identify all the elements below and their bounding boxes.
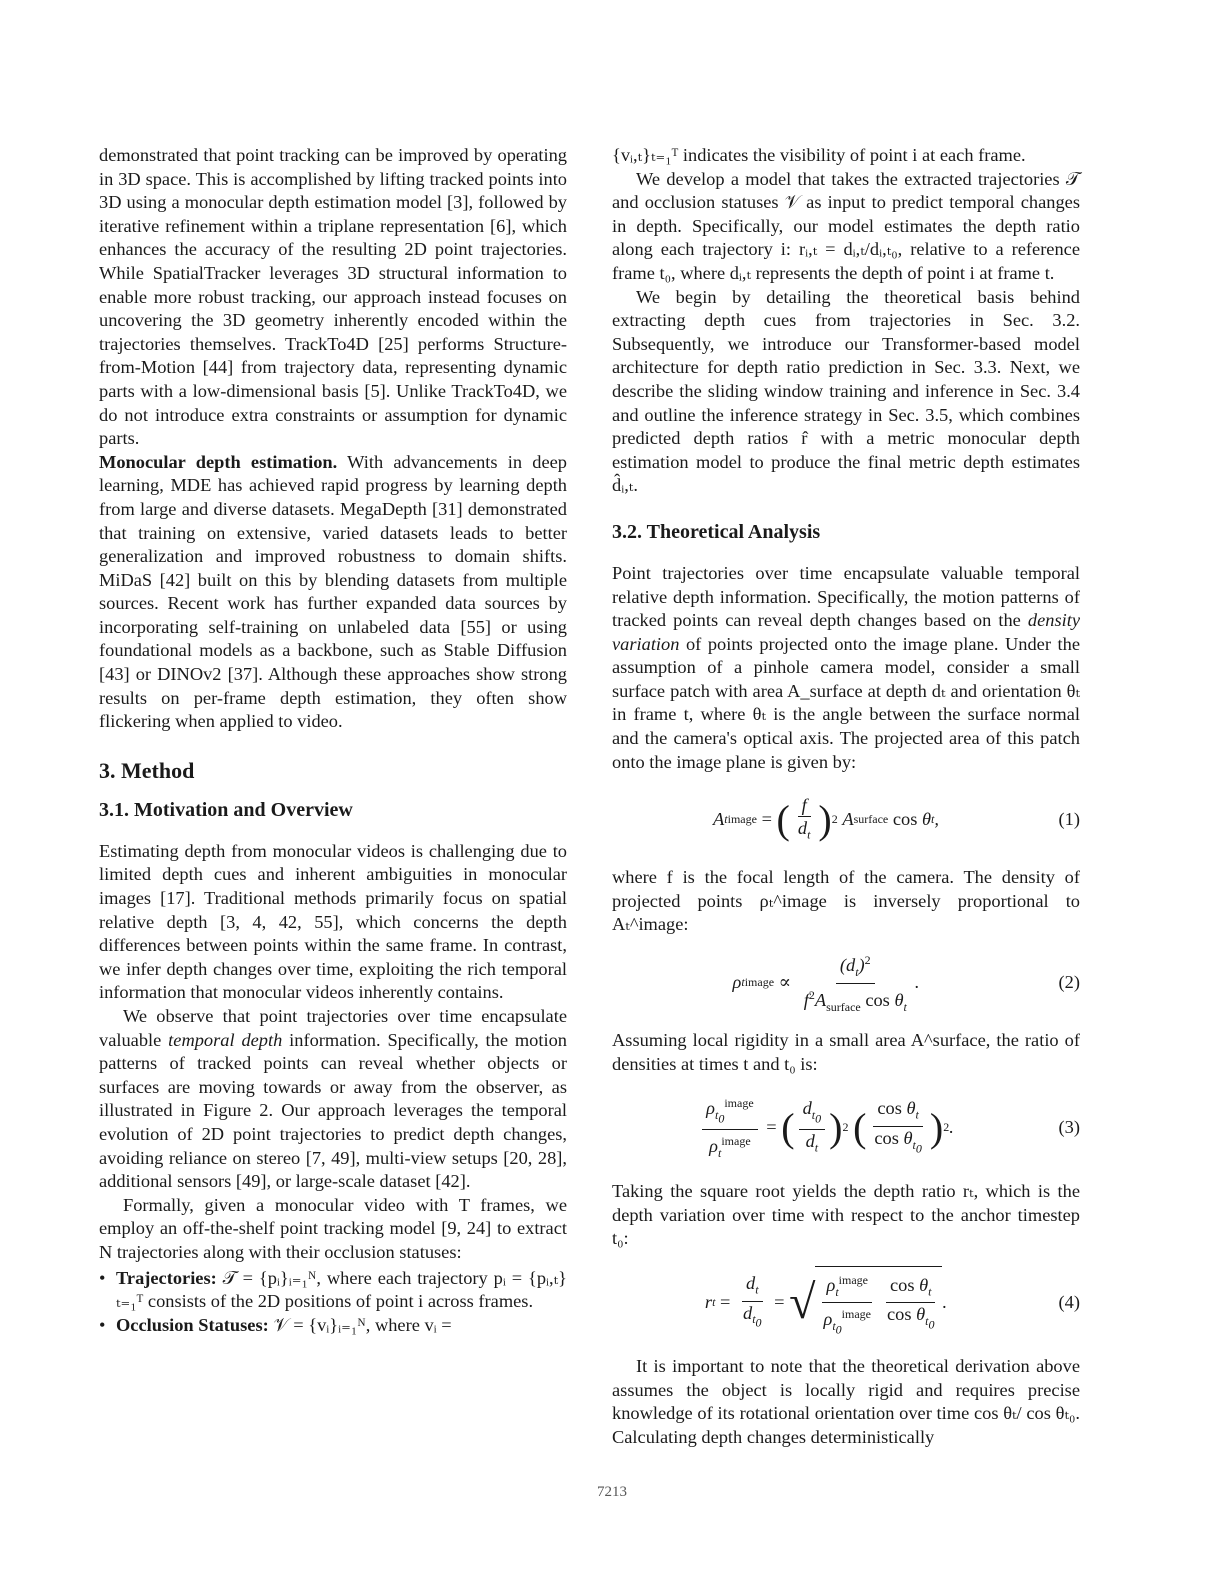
equation-1	[612, 784, 1080, 856]
paragraph-motivation-2	[99, 1005, 567, 1194]
paragraph-theory-1b: of points projected onto the image plane. Under the assumption of a pinhole camera model, consider a small surface patch with area A_surface at depth dₜ and orientation θₜ in frame t, where θₜ is the angle between the surface normal and the camera's optical axis. The projected area of this patch onto the image plane is given by:	[612, 633, 1080, 772]
equation-number: (1)	[1058, 809, 1080, 830]
paragraph-model-overview: We develop a model that takes the extracted trajectories 𝒯 and occlusion statuses 𝒱 as input to predict temporal changes in depth. Specifically, our model estimates the depth ratio along each trajectory i: rᵢ,ₜ = dᵢ,ₜ/dᵢ,ₜ₀, relative to a reference frame t₀, where dᵢ,ₜ represents the depth of point i at frame t.	[612, 168, 1080, 283]
emphasis-temporal-depth: temporal depth	[168, 1029, 283, 1050]
section-heading-method: 3. Method	[99, 757, 195, 783]
equation-4	[612, 1261, 1080, 1345]
equation-4-body: r t = $\frac{d_t}{d_{t_0}}$ = √ $\frac{\rho_t^{image}}{\rho_{t_0}^{image}}$ $\frac{\cos \theta_t}{\cos \theta_{t_0}}$ .	[612, 1261, 1040, 1345]
list-item-text: 𝒱 = {vᵢ}ᵢ₌₁ᴺ, where vᵢ =	[273, 1314, 452, 1335]
list-item-label: Trajectories:	[116, 1267, 217, 1288]
subsection-heading-theory: 3.2. Theoretical Analysis	[612, 520, 821, 543]
equation-number: (4)	[1058, 1292, 1080, 1313]
equation-2-body: ρ t image ∝ $\frac{(d_t)^2}{f^2A_{surface} \cos \theta_t}$ .	[612, 947, 1040, 1019]
definition-list	[99, 1267, 567, 1338]
list-item-text: 𝒯 = {pᵢ}ᵢ₌₁ᴺ, where each trajectory pᵢ = {pᵢ,ₜ}ₜ₌₁ᵀ consists of the 2D positions of point i across frames.	[116, 1267, 567, 1312]
subsection-heading-motivation: 3.1. Motivation and Overview	[99, 798, 353, 821]
equation-number: (3)	[1058, 1117, 1080, 1138]
paragraph-theory-3: Assuming local rigidity in a small area A^surface, the ratio of densities at times t and t₀ is:	[612, 1030, 1080, 1074]
equation-1-body: A t image = ( $\frac{f}{d_t}$ ) 2 A surface cos θ t ,	[713, 795, 939, 843]
paragraph-theory-1	[612, 562, 1080, 774]
paragraph-theory-1a: Point trajectories over time encapsulate valuable temporal relative depth information. Specifically, the motion patterns of tracked points can reveal depth changes based on the	[612, 562, 1080, 631]
paragraph-motivation-1: Estimating depth from monocular videos is challenging due to limited depth cues and inherent ambiguities in monocular images [17]. Traditional methods primarily focus on spatial relative depth [3, 4, 42, 55], which concerns the depth differences between points within the same frame. In contrast, we infer depth changes over time, exploiting the rich temporal information that monocular videos inherently contains.	[99, 840, 567, 1003]
paragraph-theory-2: where f is the focal length of the camera. The density of projected points ρₜ^image is inversely proportional to Aₜ^image:	[612, 867, 1080, 935]
equation-2	[612, 947, 1080, 1019]
equation-3	[612, 1086, 1080, 1170]
paragraph-visibility: {vᵢ,ₜ}ₜ₌₁ᵀ indicates the visibility of point i at each frame.	[612, 145, 1026, 165]
emphasis-density-variation: density variation	[612, 610, 1080, 654]
equation-number: (2)	[1058, 972, 1080, 993]
paragraph-motivation-2a: We observe that point trajectories over time encapsulate valuable	[99, 1006, 567, 1050]
list-item-trajectories	[99, 1267, 567, 1314]
paragraph-theory-4: Taking the square root yields the depth ratio rₜ, which is the depth variation over time with respect to the anchor timestep t₀:	[612, 1181, 1080, 1249]
paragraph-theory-5: It is important to note that the theoretical derivation above assumes the object is locally rigid and requires precise knowledge of its rotational orientation over time cos θₜ/ cos θₜ₀. Calculating depth changes deterministically	[612, 1356, 1080, 1447]
left-column	[99, 144, 567, 1337]
list-item-label: Occlusion Statuses:	[116, 1314, 269, 1335]
paragraph-related-tracking: demonstrated that point tracking can be improved by operating in 3D space. This is accomplished by lifting tracked points into 3D using a monocular depth estimation model [3], followed by iterative refinement within a triplane representation [6], which enhances the accuracy of the resulting 2D point trajectories. While SpatialTracker leverages 3D structural information to enable more robust tracking, our approach instead focuses on uncovering the 3D geometry inherently encoded within the trajectories themselves. TrackTo4D [25] performs Structure-from-Motion [44] from trajectory data, representing dynamic parts with a low-dimensional basis [5]. Unlike TrackTo4D, we do not introduce extra constraints or assumption for dynamic parts.	[99, 145, 567, 449]
paragraph-mde-text: With advancements in deep learning, MDE has achieved rapid progress by learning depth from large and diverse datasets. MegaDepth [31] demonstrated that training on extensive, varied datasets leads to better generalization and improved robustness to domain shifts. MiDaS [42] built on this by blending datasets from multiple sources. Recent work has further expanded data sources by incorporating self-training on unlabeled data [55] or using foundational models as a backbone, such as Stable Diffusion [43] or DINOv2 [37]. Although these approaches show strong results on per-frame depth estimation, they often show flickering when applied to video.	[99, 451, 567, 732]
equation-3-body: $\frac{\rho_{t_0}^{image}}{\rho_t^{image}}$ = ( $\frac{d_{t_0}}{d_t}$ ) 2 ( $\frac{\cos \theta_t}{\cos \theta_{t_0}}$ ) 2 .	[612, 1086, 1040, 1170]
runin-heading-mde: Monocular depth estimation.	[99, 451, 338, 472]
paragraph-motivation-2b: information. Specifically, the motion patterns of tracked points can reveal whether objects or surfaces are moving towards or away from the observer, as illustrated in Figure 2. Our approach leverages the temporal evolution of 2D point trajectories to predict depth changes, avoiding reliance on stereo [7, 49], multi-view setups [20, 28], additional sensors [49], or large-scale dataset [42].	[99, 1029, 567, 1192]
paragraph-mde	[99, 451, 567, 734]
list-item-occlusion	[99, 1314, 567, 1338]
right-column	[612, 144, 1080, 1449]
paragraph-formal: Formally, given a monocular video with T frames, we employ an off-the-shelf point tracking model [9, 24] to extract N trajectories along with their occlusion statuses:	[99, 1194, 567, 1262]
page-number: 7213	[597, 1484, 627, 1500]
paragraph-section-outline: We begin by detailing the theoretical basis behind extracting depth cues from trajectories in Sec. 3.2. Subsequently, we introduce our Transformer-based model architecture for depth ratio prediction in Sec. 3.3. Next, we describe the sliding window training and inference in Sec. 3.4 and outline the inference strategy in Sec. 3.5, which combines predicted depth ratios r̂ with a metric monocular depth estimation model to produce the final metric depth estimates d̂ᵢ,ₜ.	[612, 286, 1080, 496]
